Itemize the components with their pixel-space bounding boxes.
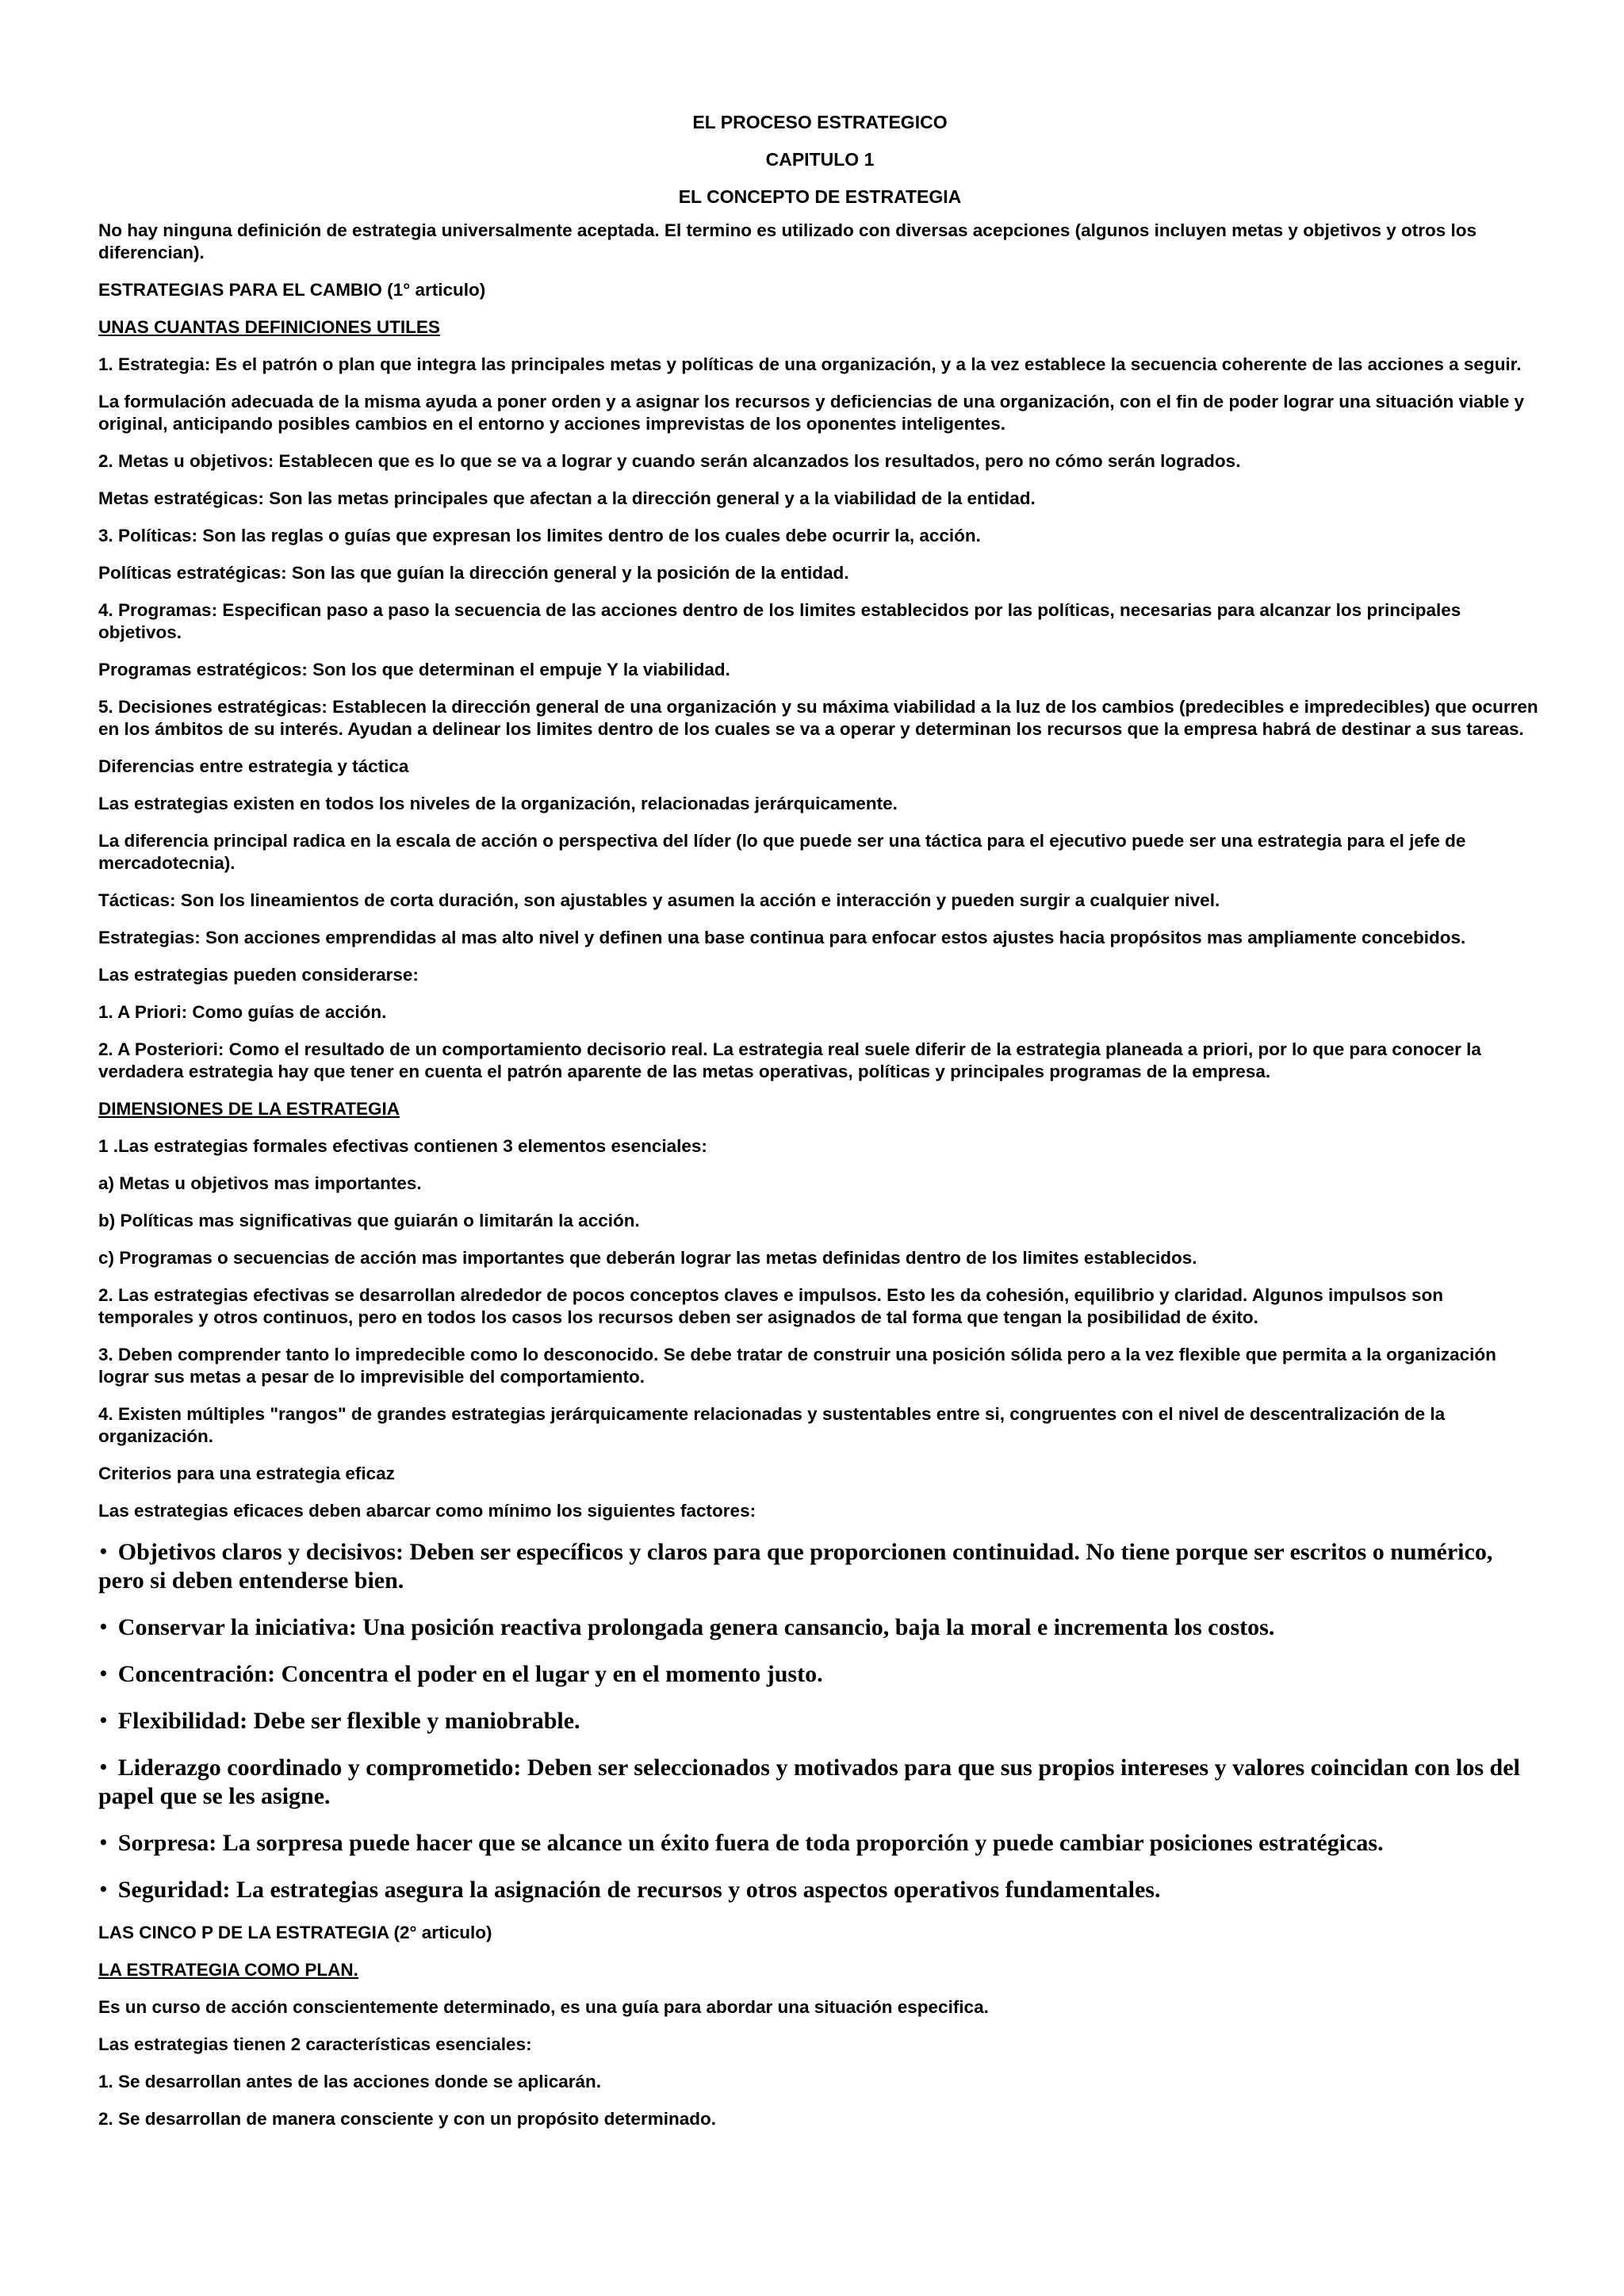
bullet-icon: • — [98, 1880, 109, 1899]
chapter-title: EL CONCEPTO DE ESTRATEGIA — [678, 186, 962, 207]
paragraph: 2. Metas u objetivos: Establecen que es lo que se va a lograr y cuando serán alcanzados los resultados, pero no cómo serán logrados. — [98, 451, 1241, 471]
paragraph: Programas estratégicos: Son los que determinan el empuje Y la viabilidad. — [98, 660, 730, 679]
paragraph: No hay ninguna definición de estrategia universalmente aceptada. El termino es utilizado con diversas acepciones (algunos incluyen metas y objetivos y otros los diferencian). — [98, 220, 1477, 262]
document-title: EL PROCESO ESTRATEGICO — [692, 112, 948, 132]
bullet-text: Objetivos claros y decisivos: Deben ser específicos y claros para que proporcionen continuidad. No tiene porque ser escritos o numérico, pero si deben entenderse bien. — [98, 1539, 1493, 1594]
bullet-icon: • — [98, 1617, 109, 1636]
paragraph: Las estrategias pueden considerarse: — [98, 965, 419, 985]
paragraph: La formulación adecuada de la misma ayuda a poner orden y a asignar los recursos y deficiencias de una organización, con el fin de poder lograr una situación viable y original, anticipando posibles cambios en el entorno y acciones imprevistas de los oponentes inteligentes. — [98, 392, 1525, 434]
bullet-text: Seguridad: La estrategias asegura la asignación de recursos y otros aspectos operativos fundamentales. — [117, 1877, 1161, 1903]
paragraph: 4. Programas: Especifican paso a paso la secuencia de las acciones dentro de los limites establecidos por las políticas, necesarias para alcanzar los principales objetivos. — [98, 600, 1461, 642]
paragraph: 2. A Posteriori: Como el resultado de un comportamiento decisorio real. La estrategia real suele diferir de la estrategia planeada a priori, por lo que para conocer la verdadera estrategia hay que tener en cuenta el patrón aparente de las metas operativas, políticas y principales programas de la empresa. — [98, 1039, 1481, 1081]
paragraph: 3. Deben comprender tanto lo impredecible como lo desconocido. Se debe tratar de construir una posición sólida pero a la vez flexible que permita a la organización lograr sus metas a pesar de lo imprevisible del comportamiento. — [98, 1345, 1496, 1387]
paragraph: 2. Se desarrollan de manera consciente y con un propósito determinado. — [98, 2109, 716, 2129]
section-heading: LA ESTRATEGIA COMO PLAN. — [98, 1960, 358, 1980]
criteria-bullet-item — [98, 1659, 1542, 1689]
paragraph: Es un curso de acción conscientemente determinado, es una guía para abordar una situación especifica. — [98, 1997, 989, 2017]
bullet-icon: • — [98, 1711, 109, 1730]
section-cinco-p — [98, 1922, 1542, 2130]
bullet-text: Conservar la iniciativa: Una posición reactiva prolongada genera cansancio, baja la moral e incrementa los costos. — [117, 1614, 1275, 1640]
document-page — [98, 111, 1542, 2145]
section-concepto — [98, 220, 1542, 1522]
criteria-bullet-item — [98, 1613, 1542, 1642]
paragraph: Las estrategias eficaces deben abarcar como mínimo los siguientes factores: — [98, 1501, 756, 1521]
paragraph: Políticas estratégicas: Son las que guían la dirección general y la posición de la entidad. — [98, 563, 849, 583]
paragraph: 5. Decisiones estratégicas: Establecen la dirección general de una organización y su máxima viabilidad a la luz de los cambios (predecibles e impredecibles) que ocurren en los ámbitos de su interés. Ayudan a delinear los limites dentro de los cuales se va a operar y determinan los recursos que la empresa habrá de destinar a sus tareas. — [98, 697, 1538, 739]
paragraph: 1. Estrategia: Es el patrón o plan que integra las principales metas y políticas de una organización, y a la vez establece la secuencia coherente de las acciones a seguir. — [98, 354, 1522, 374]
paragraph: 4. Existen múltiples "rangos" de grandes estrategias jerárquicamente relacionadas y sustentables entre si, congruentes con el nivel de descentralización de la organización. — [98, 1404, 1446, 1446]
paragraph: Criterios para una estrategia eficaz — [98, 1464, 395, 1483]
paragraph: Metas estratégicas: Son las metas principales que afectan a la dirección general y a la viabilidad de la entidad. — [98, 488, 1036, 508]
criteria-bullet-item — [98, 1875, 1542, 1904]
paragraph: Las estrategias tienen 2 características esenciales: — [98, 2034, 532, 2054]
criteria-bullet-item — [98, 1828, 1542, 1858]
paragraph: Las estrategias existen en todos los niveles de la organización, relacionadas jerárquicamente. — [98, 794, 898, 813]
chapter-label: CAPITULO 1 — [765, 149, 875, 170]
paragraph: 1 .Las estrategias formales efectivas contienen 3 elementos esenciales: — [98, 1136, 707, 1156]
paragraph: 1. A Priori: Como guías de acción. — [98, 1002, 387, 1022]
bullet-icon: • — [98, 1664, 109, 1683]
bullet-icon: • — [98, 1758, 109, 1777]
section-heading: DIMENSIONES DE LA ESTRATEGIA — [98, 1099, 400, 1119]
paragraph: La diferencia principal radica en la escala de acción o perspectiva del líder (lo que puede ser una táctica para el ejecutivo puede ser una estrategia para el jefe de mercadotecnia). — [98, 831, 1466, 873]
bullet-icon: • — [98, 1833, 109, 1852]
section-heading: UNAS CUANTAS DEFINICIONES UTILES — [98, 317, 440, 337]
paragraph: 3. Políticas: Son las reglas o guías que expresan los limites dentro de los cuales debe ocurrir la, acción. — [98, 526, 981, 545]
bullet-text: Flexibilidad: Debe ser flexible y maniobrable. — [117, 1708, 580, 1734]
criteria-bullet-item — [98, 1537, 1542, 1595]
paragraph: LAS CINCO P DE LA ESTRATEGIA (2° articulo) — [98, 1923, 492, 1942]
criteria-bullet-item — [98, 1706, 1542, 1735]
criteria-bullet-list — [98, 1537, 1542, 1904]
bullet-icon: • — [98, 1542, 109, 1561]
paragraph: b) Políticas mas significativas que guiarán o limitarán la acción. — [98, 1211, 640, 1230]
paragraph: 1. Se desarrollan antes de las acciones donde se aplicarán. — [98, 2072, 602, 2091]
paragraph: a) Metas u objetivos mas importantes. — [98, 1173, 422, 1193]
bullet-text: Sorpresa: La sorpresa puede hacer que se alcance un éxito fuera de toda proporción y puede cambiar posiciones estratégicas. — [117, 1830, 1384, 1856]
bullet-text: Concentración: Concentra el poder en el lugar y en el momento justo. — [117, 1661, 823, 1687]
paragraph: 2. Las estrategias efectivas se desarrollan alrededor de pocos conceptos claves e impulsos. Esto les da cohesión, equilibrio y claridad. Algunos impulsos son temporales y otros continuos, pero en todos los casos los recursos deben ser asignados de tal forma que tengan la posibilidad de éxito. — [98, 1285, 1443, 1327]
paragraph: ESTRATEGIAS PARA EL CAMBIO (1° articulo) — [98, 280, 486, 300]
paragraph: Estrategias: Son acciones emprendidas al mas alto nivel y definen una base continua para enfocar estos ajustes hacia propósitos mas ampliamente concebidos. — [98, 928, 1466, 947]
paragraph: c) Programas o secuencias de acción mas importantes que deberán lograr las metas definidas dentro de los limites establecidos. — [98, 1248, 1197, 1268]
paragraph: Diferencias entre estrategia y táctica — [98, 756, 409, 776]
paragraph: Tácticas: Son los lineamientos de corta duración, son ajustables y asumen la acción e interacción y pueden surgir a cualquier nivel. — [98, 890, 1220, 910]
bullet-text: Liderazgo coordinado y comprometido: Deben ser seleccionados y motivados para que sus propios intereses y valores coincidan con los del papel que se les asigne. — [98, 1755, 1520, 1809]
criteria-bullet-item — [98, 1753, 1542, 1811]
